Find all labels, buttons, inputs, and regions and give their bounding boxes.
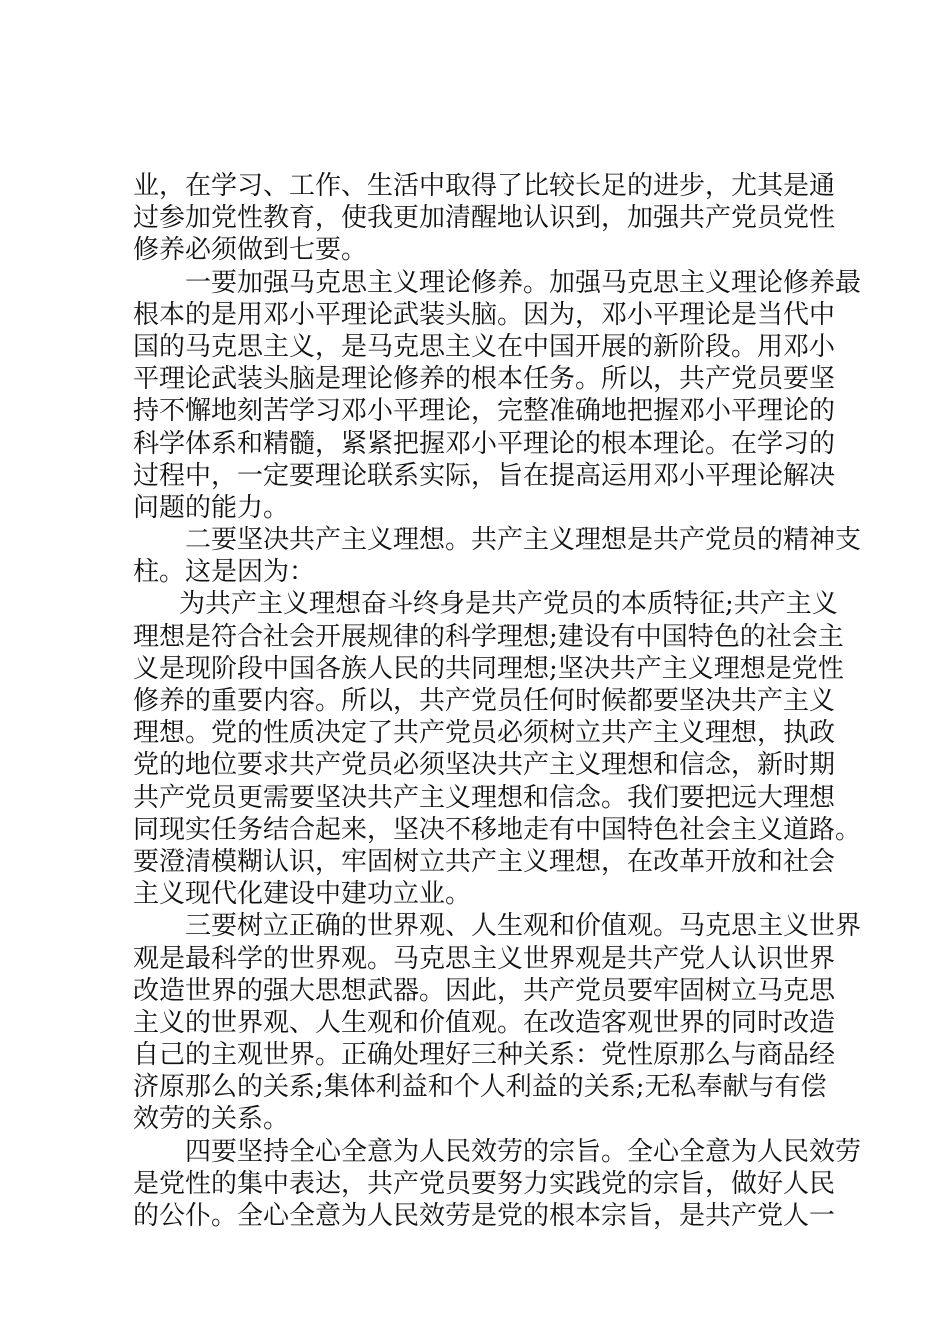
paragraph-first-line: 四要坚持全心全意为人民效劳的宗旨。全心全意为人民效劳 xyxy=(185,1136,862,1167)
text-line: 主义现代化建设中建功立业。 xyxy=(133,879,472,910)
text-line: 业，在学习、工作、生活中取得了比较长足的进步，尤其是通 xyxy=(133,171,836,201)
text-line: 共产党员更需要坚决共产主义理想和信念。我们要把远大理想 xyxy=(133,782,836,813)
text-line: 党的地位要求共产党员必须坚决共产主义理想和信念，新时期 xyxy=(133,750,836,781)
paragraph-first-line: 一要加强马克思主义理论修养。加强马克思主义理论修养最 xyxy=(185,267,862,298)
text-line: 义是现阶段中国各族人民的共同理想;坚决共产主义理想是党性 xyxy=(133,653,844,684)
text-line: 要澄清模糊认识，牢固树立共产主义理想，在改革开放和社会 xyxy=(133,846,836,877)
text-line: 过程中，一定要理论联系实际，旨在提高运用邓小平理论解决 xyxy=(133,460,836,491)
text-line: 修养必须做到七要。 xyxy=(133,235,368,266)
text-line: 改造世界的强大思想武器。因此，共产党员要牢固树立马克思 xyxy=(133,975,836,1006)
text-line: 根本的是用邓小平理论武装头脑。因为，邓小平理论是当代中 xyxy=(133,299,836,330)
text-line: 主义的世界观、人生观和价值观。在改造客观世界的同时改造 xyxy=(133,1007,836,1038)
text-line: 修养的重要内容。所以，共产党员任何时候都要坚决共产主义 xyxy=(133,686,836,716)
text-line: 理想。党的性质决定了共产党员必须树立共产主义理想，执政 xyxy=(133,718,836,749)
text-line: 理想是符合社会开展规律的科学理想;建设有中国特色的社会主 xyxy=(133,621,844,652)
text-line: 的公仆。全心全意为人民效劳是党的根本宗旨，是共产党人一 xyxy=(133,1201,836,1231)
paragraph-first-line: 二要坚决共产主义理想。共产主义理想是共产党员的精神支 xyxy=(185,525,862,556)
text-line: 柱。这是因为： xyxy=(133,557,316,588)
paragraph-first-line: 三要树立正确的世界观、人生观和价值观。马克思主义世界 xyxy=(185,911,862,942)
text-line: 是党性的集中表达，共产党员要努力实践党的宗旨，做好人民 xyxy=(133,1168,836,1199)
text-line: 平理论武装头脑是理论修养的根本任务。所以，共产党员要坚 xyxy=(133,364,836,395)
paragraph-first-line: 为共产主义理想奋斗终身是共产党员的本质特征;共产主义 xyxy=(179,589,838,620)
document-body xyxy=(133,170,862,1232)
text-line: 观是最科学的世界观。马克思主义世界观是共产党人认识世界 xyxy=(133,943,836,974)
text-line: 过参加党性教育，使我更加清醒地认识到，加强共产党员党性 xyxy=(133,203,836,234)
text-line: 同现实任务结合起来，坚决不移地走有中国特色社会主义道路。 xyxy=(133,814,862,845)
text-line: 国的马克思主义，是马克思主义在中国开展的新阶段。用邓小 xyxy=(133,331,836,362)
text-line: 济原那么的关系;集体利益和个人利益的关系;无私奉献与有偿 xyxy=(133,1072,827,1103)
text-line: 问题的能力。 xyxy=(133,492,290,523)
text-line: 科学体系和精髓，紧紧把握邓小平理论的根本理论。在学习的 xyxy=(133,428,836,459)
text-line: 效劳的关系。 xyxy=(133,1104,290,1135)
text-line: 持不懈地刻苦学习邓小平理论，完整准确地把握邓小平理论的 xyxy=(133,396,836,427)
text-line: 自己的主观世界。正确处理好三种关系：党性原那么与商品经 xyxy=(133,1040,836,1071)
